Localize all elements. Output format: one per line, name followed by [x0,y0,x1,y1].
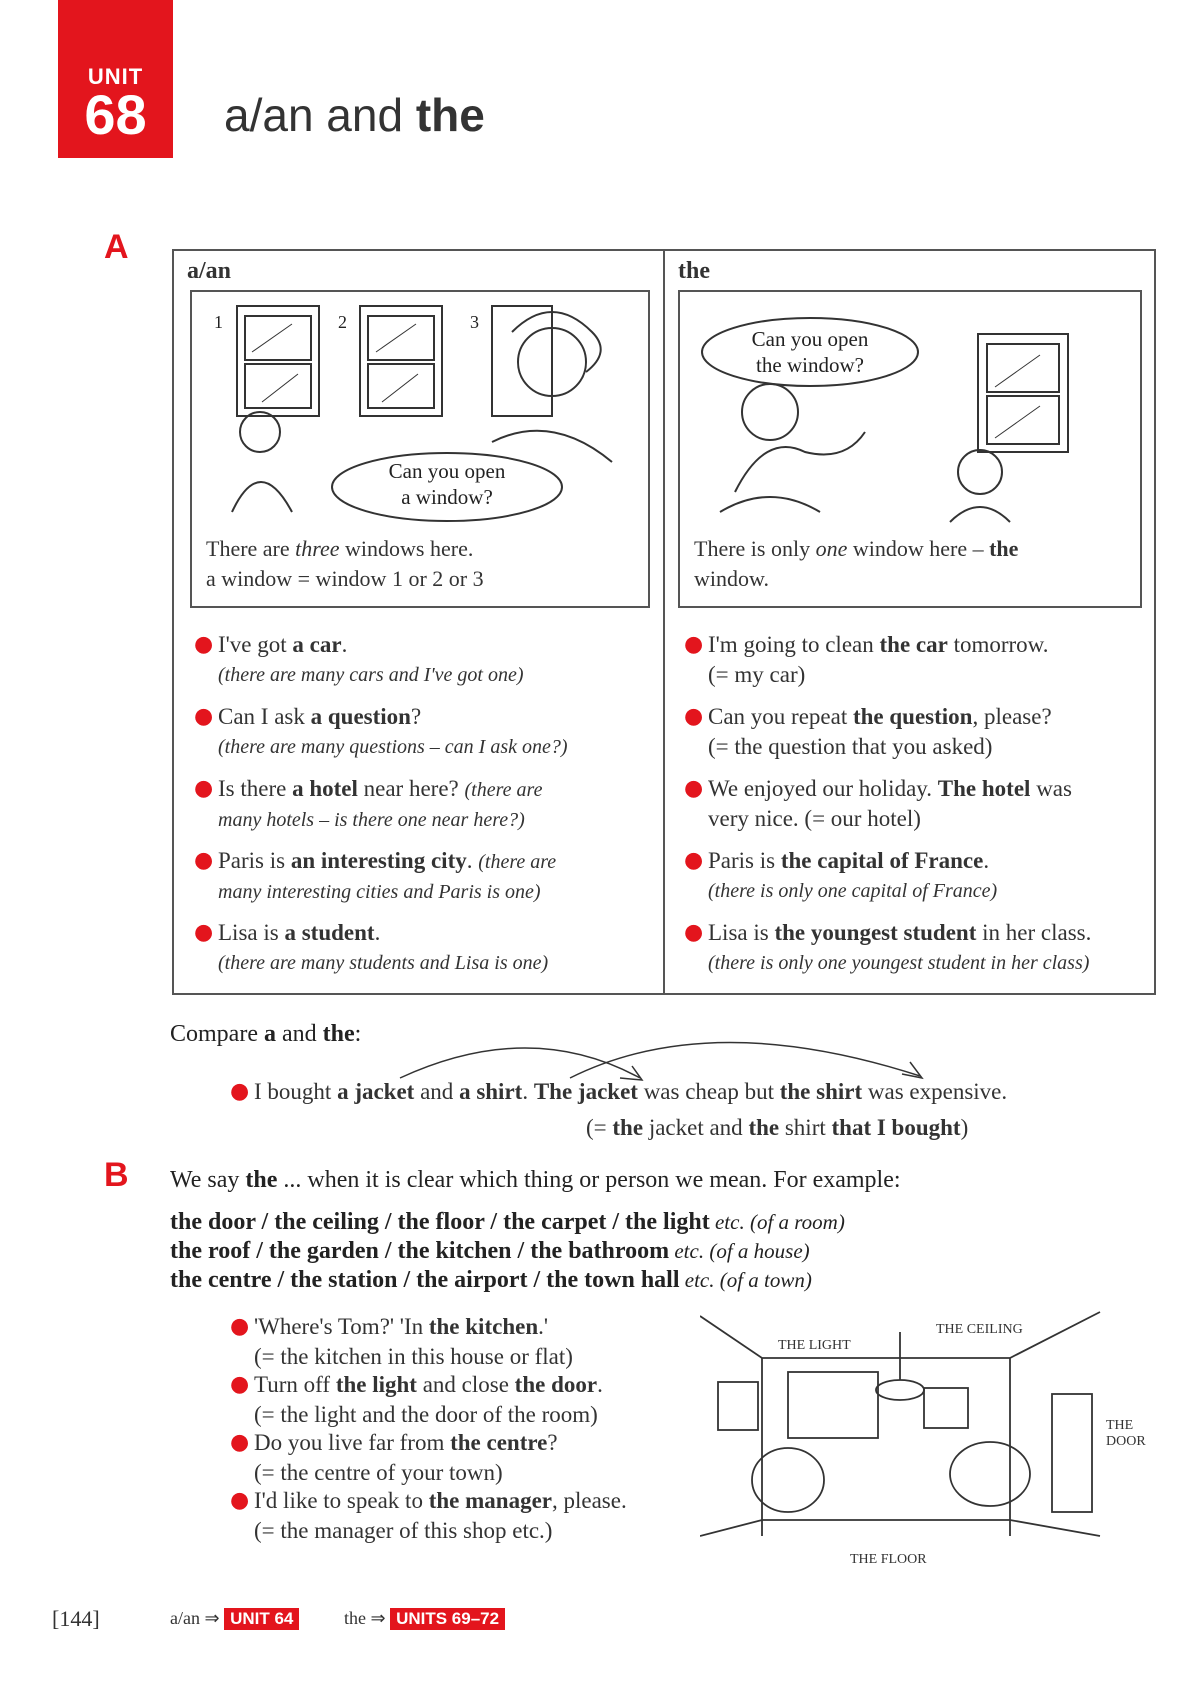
speech-line: the window? [756,353,864,377]
list-item [684,774,1148,846]
text: Turn off [254,1372,336,1397]
compare-bold: the [322,1021,355,1047]
text: was expensive. [862,1079,1008,1104]
text: . [374,920,381,945]
bullet-note: (= my car) [708,662,806,687]
caption-text: window here – [847,536,990,561]
table-divider [663,249,665,995]
bold-text: the capital of France [780,848,984,873]
page-title [224,88,485,142]
caption-text: There is only [694,536,816,561]
list-item [684,918,1148,990]
bold-text: the car [879,632,948,657]
bold-text: the [245,1167,278,1193]
bullet-main [218,918,648,948]
bullet-dot: ● [230,1372,250,1397]
bold-text: the kitchen [428,1314,539,1339]
text: and close [416,1372,515,1397]
bullet-dot: ● [194,848,214,873]
section-a-letter: A [104,228,129,266]
section-b-intro [170,1166,901,1195]
example-bold: the centre / the station / the airport / the town hall [170,1267,680,1293]
text: . [466,848,479,873]
bullet-main [218,776,465,801]
bullet-dot: ● [684,776,704,801]
compare-text: and [275,1021,323,1047]
bullet-note: (there is only one youngest student in her class) [708,952,1090,974]
left-caption [206,534,484,594]
bold-text: the [748,1115,780,1140]
picture-frame [718,1382,758,1430]
bullet-main [254,1486,694,1516]
units-69-72-link[interactable]: UNITS 69–72 [390,1608,505,1630]
label-the-ceiling: THE CEILING [936,1322,1023,1337]
bold-text: a shirt [459,1079,523,1104]
compare-sentence [254,1077,1154,1107]
unit-badge [58,0,173,158]
compare-text: Compare [170,1021,264,1047]
bold-text: the question [852,704,973,729]
text: We enjoyed our holiday. [708,776,938,801]
list-item [230,1370,694,1428]
bullet-main [708,774,1148,804]
armchair-right [950,1442,1030,1506]
text: was cheap but [637,1079,780,1104]
text: Can you repeat [708,704,853,729]
title-part1: a/an and [224,89,416,141]
section-b-letter: B [104,1156,129,1194]
room-illustration [700,1310,1160,1550]
list-item [194,774,648,846]
bullet-note: (there are many questions – can I ask one?) [218,736,568,758]
right-caption [694,534,1018,594]
label-the-light: THE LIGHT [778,1338,851,1353]
caption-text: a window = window 1 or 2 or 3 [206,566,484,591]
speech-line: a window? [401,485,493,509]
list-item [230,1428,694,1486]
caption-em: three [295,536,340,561]
cross-ref-1[interactable] [170,1608,299,1630]
bullet-dot: ● [194,776,214,801]
bullet-inline-note: (there are [478,851,557,873]
text: 'Where's Tom?' 'In [254,1314,429,1339]
bullet-main [218,848,478,873]
text: , please? [972,704,1052,729]
list-item [194,630,648,702]
bold-text: that I bought [831,1115,961,1140]
text: shirt [779,1115,832,1140]
door-label-line: DOOR [1106,1434,1146,1449]
text: Lisa is [708,920,775,945]
compare-example [230,1077,1154,1107]
right-heading: the [678,258,710,284]
caption-text: windows here. [339,536,474,561]
speech-bubble-right [702,326,918,378]
text: We say [170,1167,246,1193]
arrow-shirt [570,1042,920,1078]
wall-lines [762,1358,1010,1536]
list-item [194,702,648,774]
text: and [414,1079,460,1104]
unit-label: UNIT [87,64,144,89]
text: ? [410,704,422,729]
text: jacket and [643,1115,749,1140]
text: . [597,1372,603,1397]
text: , please. [551,1488,627,1513]
caption-em: one [815,536,848,561]
example-bold: the roof / the garden / the kitchen / the bathroom [170,1238,670,1264]
bold-text: the light [335,1372,417,1397]
text: Can I ask [218,704,311,729]
speech-bubble-left [342,458,552,510]
bullet-note: very nice. (= our hotel) [708,806,921,831]
list-item [684,702,1148,774]
text: near here? [357,776,465,801]
text: . [522,1079,534,1104]
door-shape [1052,1394,1092,1512]
bullet-dot: ● [194,632,214,657]
bullet-dot: ● [194,920,214,945]
text: . [983,848,990,873]
floor-lines [700,1520,1100,1536]
left-bullets [194,630,648,990]
compare-intro [170,1020,361,1049]
lamp-shape [876,1380,924,1400]
text: ? [547,1430,558,1455]
speech-line: Can you open [751,327,869,351]
bullet-note: (= the manager of this shop etc.) [254,1518,553,1543]
speech-line: Can you open [388,459,506,483]
bullet-note: (= the question that you asked) [708,734,993,759]
bullet-main [708,702,1148,732]
example-note: etc. (of a house) [669,1239,810,1263]
bullet-note: many hotels – is there one near here?) [218,809,525,831]
caption-bold: the [989,536,1019,561]
bold-text: an interesting city [290,848,467,873]
text: Is there [218,776,293,801]
caption-text: There are [206,536,296,561]
bullet-note: (= the centre of your town) [254,1460,503,1485]
left-heading: a/an [187,258,232,284]
cross-ref-text: the ⇒ [344,1608,386,1628]
bullet-inline-note: (there are [464,779,543,801]
bold-text: the manager [428,1488,552,1513]
text: tomorrow. [947,632,1049,657]
text: ... when it is clear which thing or person we mean. For example: [277,1167,901,1193]
window-number-2: 2 [338,312,347,332]
bullet-main [708,846,1148,876]
unit-64-link[interactable]: UNIT 64 [224,1608,299,1630]
bold-text: a car [292,632,342,657]
list-item [194,918,648,990]
bold-text: the youngest student [774,920,977,945]
bullet-dot: ● [684,920,704,945]
bullet-main [254,1428,694,1458]
list-item [684,846,1148,918]
text: .' [538,1314,549,1339]
caption-text: window. [694,566,769,591]
text: I'm going to clean [708,632,880,657]
label-the-door [1106,1418,1146,1450]
bold-text: the shirt [779,1079,863,1104]
bullet-dot: ● [230,1488,250,1513]
cross-ref-text: a/an ⇒ [170,1608,220,1628]
bullet-note: (there are many students and Lisa is one) [218,952,549,974]
left-illustration [190,290,650,608]
window-number-3: 3 [470,312,479,332]
bullet-dot: ● [230,1079,250,1104]
bullet-dot: ● [230,1314,250,1339]
bullet-main [254,1370,694,1400]
picture-frame [924,1388,968,1428]
bullet-dot: ● [194,704,214,729]
bullet-main [218,630,648,660]
right-bullets [684,630,1148,990]
text: (= [586,1115,613,1140]
unit-number: 68 [84,83,147,146]
example-bold: the door / the ceiling / the floor / the carpet / the light [170,1209,710,1235]
bullet-dot: ● [684,704,704,729]
list-item [684,630,1148,702]
text: Lisa is [218,920,285,945]
text: I'd like to speak to [254,1488,429,1513]
text: ) [960,1115,969,1140]
list-item [230,1486,694,1544]
text: was [1030,776,1072,801]
bold-text: a question [310,704,411,729]
bold-text: a student [284,920,375,945]
bullet-note: (= the kitchen in this house or flat) [254,1344,573,1369]
bullet-dot: ● [684,848,704,873]
text: I bought [254,1079,338,1104]
bullet-note: (= the light and the door of the room) [254,1402,598,1427]
list-item [230,1312,694,1370]
bullet-note: (there are many cars and I've got one) [218,664,524,686]
bullet-main [708,630,1148,660]
window-number-1: 1 [214,312,223,332]
bullet-main [254,1312,694,1342]
text: Paris is [218,848,291,873]
door-label-line: THE [1106,1418,1134,1433]
example-note: etc. (of a room) [709,1210,845,1234]
bullet-dot: ● [684,632,704,657]
compare-note [586,1113,968,1143]
bold-text: a hotel [292,776,358,801]
example-note: etc. (of a town) [679,1268,812,1292]
text: Paris is [708,848,781,873]
bookshelf-shape [788,1372,878,1438]
right-illustration [678,290,1142,608]
bold-text: the [612,1115,644,1140]
bold-text: a jacket [337,1079,415,1104]
title-part2: the [415,89,485,141]
list-item [194,846,648,918]
text: in her class. [976,920,1092,945]
bold-text: the door [514,1372,598,1397]
bold-text: the centre [450,1430,548,1455]
text: Do you live far from [254,1430,451,1455]
text: . [341,632,348,657]
compare-text: : [354,1021,362,1047]
label-the-floor: THE FLOOR [850,1552,927,1567]
bold-text: The jacket [533,1079,638,1104]
text: I've got [218,632,293,657]
bold-text: The hotel [937,776,1031,801]
bullet-note: many interesting cities and Paris is one) [218,881,541,903]
bullet-main [708,918,1148,948]
bullet-main [218,702,648,732]
bullet-dot: ● [230,1430,250,1455]
page-number: [144] [52,1606,100,1631]
cross-ref-2[interactable] [344,1608,505,1630]
compare-bold: a [263,1021,276,1047]
bullet-note: (there is only one capital of France) [708,880,998,902]
section-b-bullets [230,1312,694,1544]
room-examples [170,1208,845,1295]
